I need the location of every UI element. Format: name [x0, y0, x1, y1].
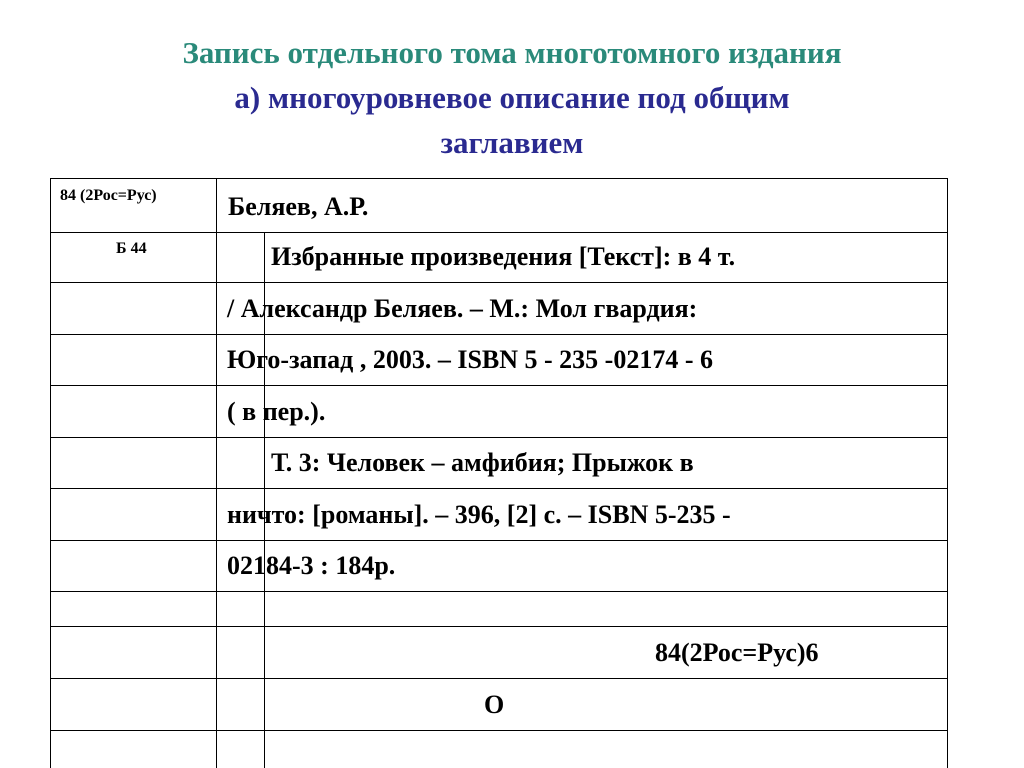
card-border-left — [50, 178, 51, 768]
author-mark: Б 44 — [116, 240, 147, 257]
card-rule — [50, 591, 948, 592]
card-rule — [50, 730, 948, 731]
title-line-3: заглавием — [440, 125, 584, 160]
description-line: ( в пер.). — [227, 397, 326, 426]
title-line-1: Запись отдельного тома многотомного издания — [182, 35, 842, 70]
description-line: Т. 3: Человек – амфибия; Прыжок в — [271, 448, 694, 477]
title-line-2: а) многоуровневое описание под общим — [234, 80, 790, 115]
catalog-card — [50, 178, 948, 768]
author-heading: Беляев, А.Р. — [228, 192, 369, 221]
description-line: Юго-запад , 2003. – ISBN 5 - 235 -02174 - 6 — [227, 345, 714, 374]
card-rule — [50, 334, 948, 335]
card-rule — [50, 232, 948, 233]
card-rule — [50, 282, 948, 283]
description-line: / Александр Беляев. – М.: Мол гвардия: — [227, 294, 698, 323]
card-rule — [50, 437, 948, 438]
card-rule — [50, 488, 948, 489]
card-border-right — [947, 178, 948, 768]
description-line: Избранные произведения [Текст]: в 4 т. — [271, 242, 736, 271]
card-rule — [50, 540, 948, 541]
card-rule — [50, 385, 948, 386]
bottom-author-mark: О — [484, 690, 505, 719]
card-rule — [50, 678, 948, 679]
card-rule — [50, 626, 948, 627]
description-line: 02184-3 : 184р. — [227, 551, 396, 580]
bottom-classification-index: 84(2Рос=Рус)6 — [655, 638, 819, 667]
classification-index: 84 (2Рос=Рус) — [60, 187, 157, 204]
description-line: ничто: [романы]. – 396, [2] с. – ISBN 5-235 - — [227, 500, 731, 529]
slide-title — [0, 30, 1024, 165]
index-column-divider — [216, 178, 217, 768]
card-border-top — [50, 178, 948, 179]
